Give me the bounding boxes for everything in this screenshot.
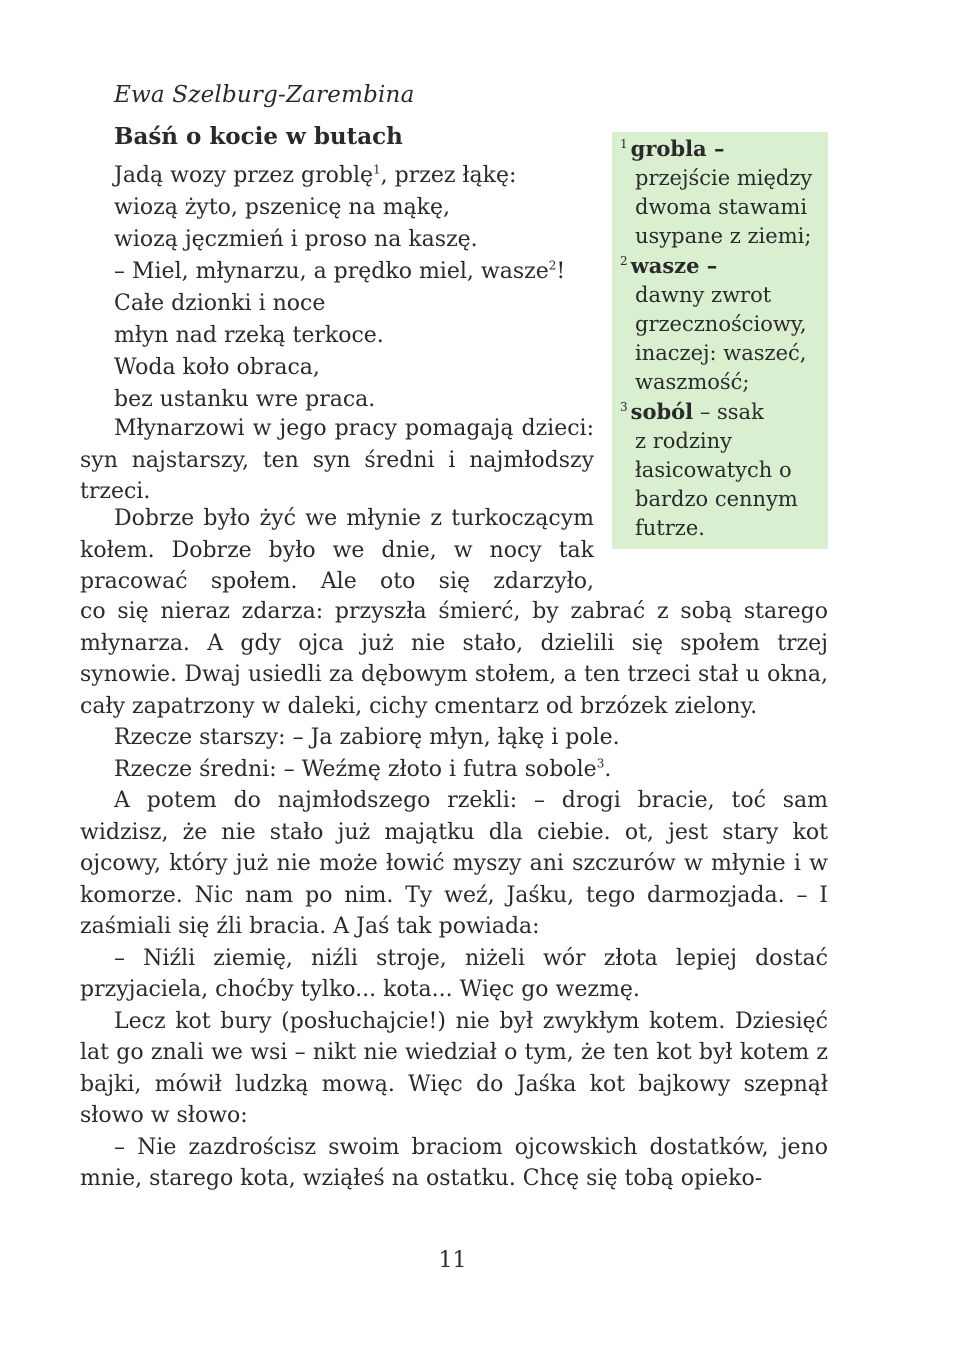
glossary-entry [620,251,820,397]
prose-block-narrow [80,413,594,508]
glossary-definition: przejście między dwoma stawami usypane z ziemi; [635,166,813,248]
story-title: Baśń o kocie w butach [114,123,403,150]
glossary-definition: z rodziny łasicowatych o bardzo cennym futrze. [635,429,798,540]
footnote-number: 2 [620,254,628,268]
paragraph: A potem do najmłodszego rzekli: – drogi bracie, toć sam widzisz, że nie stało już majątku dla ciebie. ot, jest stary kot ojcowy, który już nie może łowić myszy ani szczurów w młynie i w komorze. Nic nam po nim. Ty weź, Jaśku, tego darmozjada. – I zaśmiali się źli bracia. A Jaś tak powiada: [80,788,828,939]
paragraph [80,754,828,786]
glossary-term: wasze – [630,253,718,278]
glossary-term: soból [630,399,694,424]
paragraph: co się nieraz zdarza: przyszła śmierć, by zabrać z sobą starego młynarza. A gdy ojca już nie stało, dzielili się społem trzej synowie. Dwaj usiedli za dębowym stołem, a ten trzeci stał u okna, cały zapatrzony w daleki, cichy cmentarz od brzózek zielony. [80,599,828,719]
author-name: Ewa Szelburg-Zarembina [114,82,415,108]
glossary-entry [620,397,820,543]
footnote-ref: 2 [548,258,557,273]
poem-text: , przez łąkę: [380,163,517,188]
glossary-definition: dawny zwrot grzecznościowy, inaczej: waszeć, waszmość; [635,283,807,394]
poem-line: Woda koło obraca, [114,355,320,380]
glossary-term: grobla – [630,136,725,161]
prose-block-full [80,596,828,1195]
paragraph: Młynarzowi w jego pracy pomagają dzieci: syn najstarszy, ten syn średni i najmłodszy trzeci. [80,416,594,504]
poem-line [114,256,604,288]
paragraph: Rzecze starszy: – Ja zabiorę młyn, łąkę i pole. [114,725,620,750]
poem-line: Całe dzionki i noce [114,291,326,316]
glossary-term-suffix: – ssak [693,400,764,424]
paragraph: – Nie zazdrościsz swoim braciom ojcowskich dostatków, jeno mnie, starego kota, wziąłeś na ostatku. Chcę się tobą opieko- [80,1134,828,1191]
footnote-ref: 3 [596,756,605,771]
glossary-box [612,132,828,549]
footnote-number: 1 [620,137,628,151]
prose-block-narrow [80,503,594,598]
poem-line: wiozą żyto, pszenicę na mąkę, [114,195,451,220]
poem-line: bez ustanku wre praca. [114,387,376,412]
paragraph-text: Rzecze średni: – Weźmę złoto i futra sobole [114,756,597,782]
paragraph: Dobrze było żyć we młynie z turkoczącym kołem. Dobrze było we dnie, w nocy tak pracować społem. Ale oto się zdarzyło, [80,506,594,594]
poem-text: Jadą wozy przez groblę [114,163,373,188]
paragraph-text: . [604,756,612,782]
poem-stanza [114,160,604,416]
poem-line: wiozą jęczmień i proso na kaszę. [114,227,478,252]
poem-text: – Miel, młynarzu, a prędko miel, wasze [114,259,549,284]
poem-line: młyn nad rzeką terkoce. [114,323,384,348]
poem-line [114,160,604,192]
footnote-ref: 1 [373,162,381,177]
footnote-number: 3 [620,400,628,414]
paragraph: – Niźli ziemię, niźli stroje, niżeli wór złota lepiej dostać przyjaciela, choćby tylko... kota... Więc go wezmę. [80,945,828,1002]
poem-text: ! [556,259,566,284]
paragraph: Lecz kot bury (posłuchajcie!) nie był zwykłym kotem. Dziesięć lat go znali we wsi – nikt nie wiedział o tym, że ten kot był kotem z bajki, mówił ludzką mową. Więc do Jaśka kot bajkowy szepnął słowo w słowo: [80,1008,828,1128]
page-number: 11 [438,1248,467,1273]
glossary-entry [620,134,820,251]
